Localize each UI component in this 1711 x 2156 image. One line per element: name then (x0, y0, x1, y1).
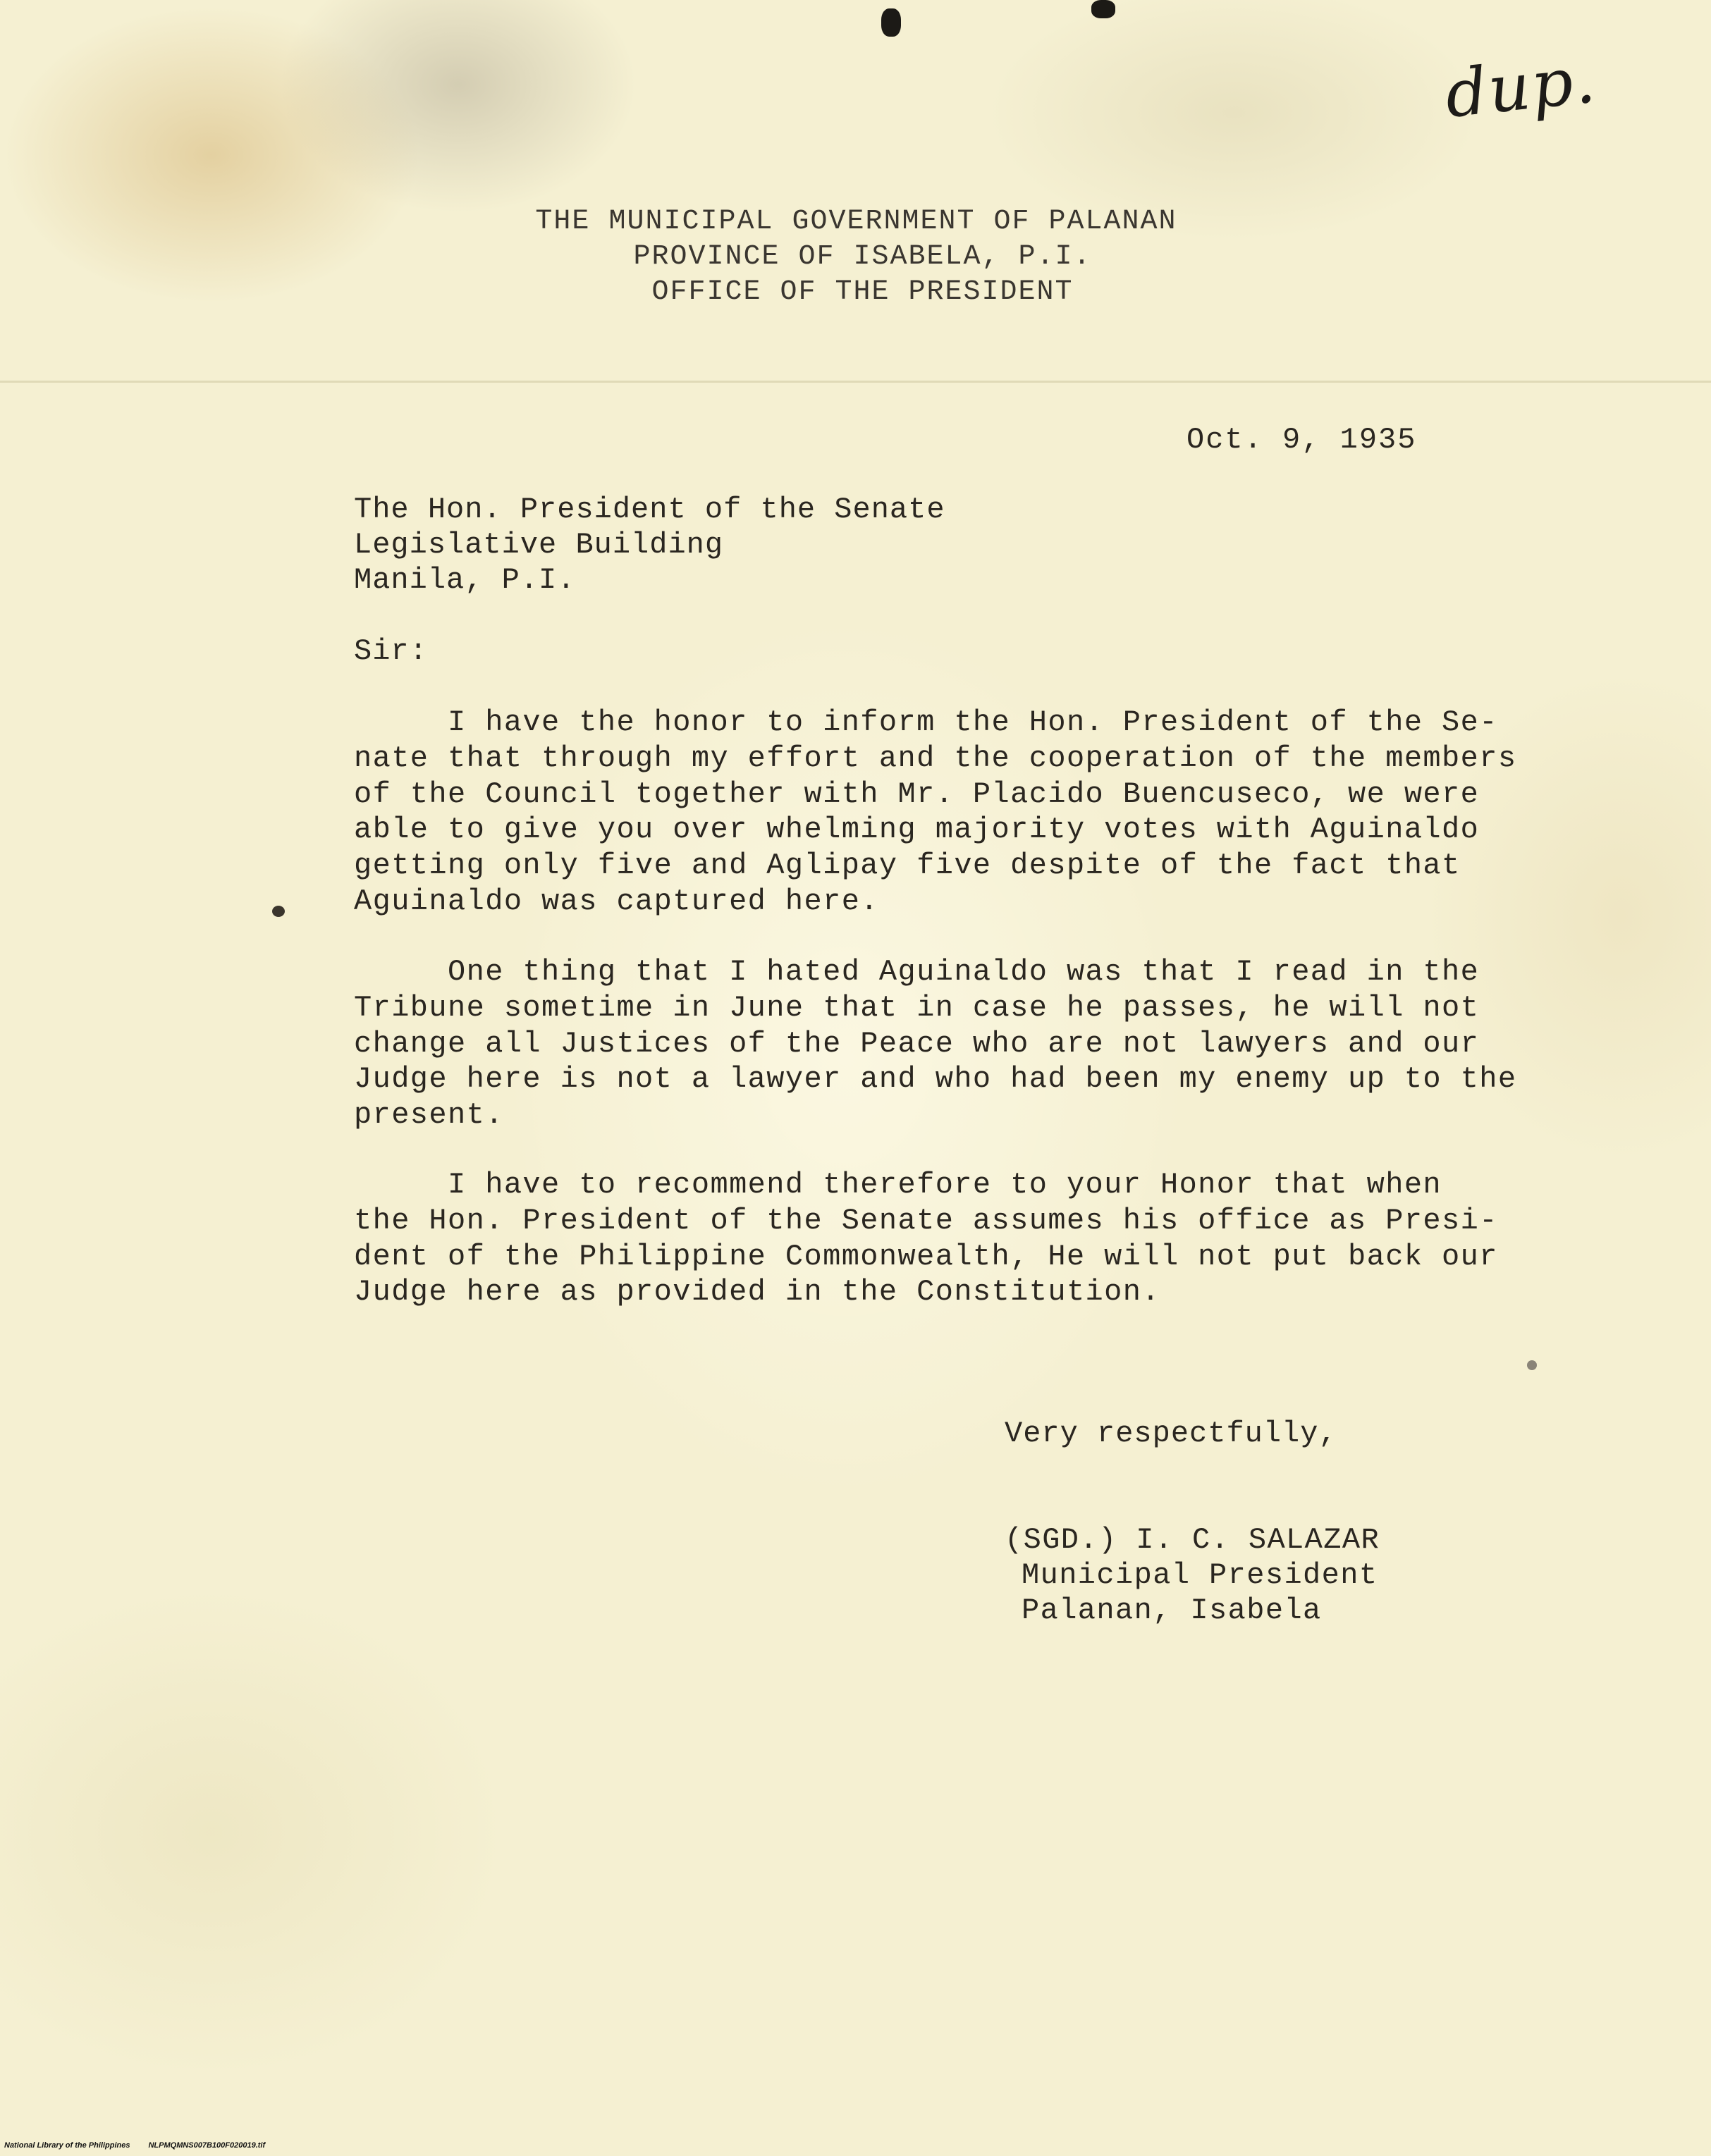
punch-hole-right (1091, 0, 1115, 18)
ink-spot (1527, 1360, 1537, 1370)
archive-institution: National Library of the Philippines (4, 2141, 130, 2150)
addressee-name: The Hon. President of the Senate (354, 493, 945, 526)
addressee-block (354, 492, 945, 598)
punch-hole-left (881, 8, 901, 37)
signature-title: Municipal President (1022, 1558, 1378, 1592)
letter-date: Oct. 9, 1935 (1186, 423, 1417, 457)
addressee-building: Legislative Building (354, 528, 724, 562)
letterhead (0, 204, 1711, 310)
letterhead-office: OFFICE OF THE PRESIDENT (651, 276, 1074, 308)
signature-block (1005, 1522, 1380, 1628)
closing: Very respectfully, (1005, 1417, 1337, 1450)
salutation: Sir: (354, 634, 428, 668)
signature-place: Palanan, Isabela (1022, 1594, 1322, 1627)
body-paragraph-1: I have the honor to inform the Hon. President of the Se- nate that through my effort and the cooperation of the members of the Council together with Mr. Placido Buencuseco, we were able to give you over whelming majority votes with Aguinaldo getting only five and Aglipay five despite of the fact that Aguinaldo was captured here. (354, 706, 1517, 918)
archive-file-id: NLPMQMNS007B100F020019.tif (148, 2141, 266, 2150)
body-paragraph-2: One thing that I hated Aguinaldo was that I read in the Tribune sometime in June that in case he passes, he will not change all Justices of the Peace who are not lawyers and our Judge here is not a lawyer and who had been my enemy up to the present. (354, 955, 1517, 1133)
page-fold-line (0, 381, 1711, 383)
letterhead-government: THE MUNICIPAL GOVERNMENT OF PALANAN (535, 206, 1177, 238)
letterhead-province: PROVINCE OF ISABELA, P.I. (633, 241, 1092, 273)
signature-name: (SGD.) I. C. SALAZAR (1005, 1523, 1380, 1557)
archive-caption (4, 2141, 283, 2150)
ink-spot (272, 906, 285, 917)
body-paragraph-3: I have to recommend therefore to your Honor that when the Hon. President of the Senate assumes his office as Presi- dent of the Philippine Commonwealth, He will not put back our Judge here as provided in the Constitution. (354, 1168, 1498, 1310)
addressee-city: Manila, P.I. (354, 563, 576, 597)
handwritten-note: dup. (1441, 42, 1600, 133)
